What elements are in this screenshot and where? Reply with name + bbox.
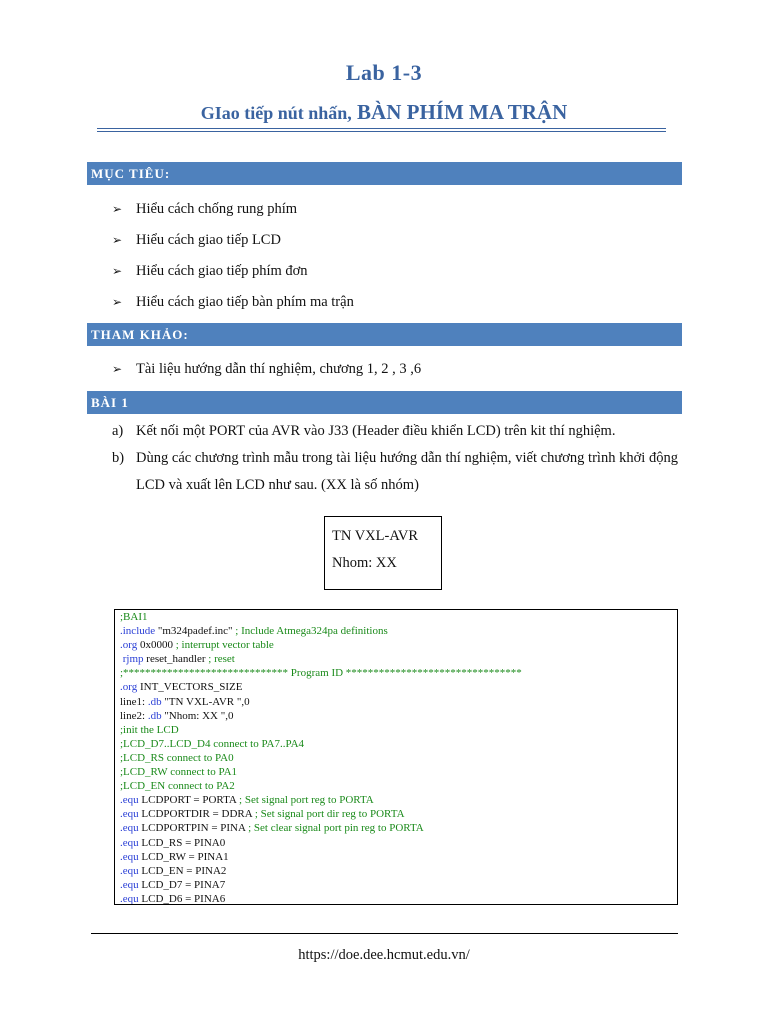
code-line	[120, 709, 677, 723]
code-text: LCDPORTPIN = PINA	[138, 822, 249, 835]
objective-text: Hiểu cách giao tiếp LCD	[136, 232, 281, 248]
task-text: Dùng các chương trình mẫu trong tài liệu hướng dẫn thí nghiệm, viết chương trình khởi động LCD và xuất lên LCD như sau. (XX là số nhóm)	[136, 450, 678, 493]
code-line	[120, 652, 677, 666]
code-comment: ;BAI1	[120, 611, 148, 623]
code-line	[120, 695, 677, 709]
code-line	[120, 892, 677, 905]
code-line	[120, 680, 677, 694]
code-text: "Nhom: XX ",0	[161, 709, 234, 722]
code-line	[120, 737, 677, 751]
subtitle-main: BÀN PHÍM MA TRẬN	[351, 100, 568, 124]
arrow-bullet-icon: ➢	[112, 233, 123, 247]
code-label: line2:	[120, 709, 148, 722]
code-keyword: .equ	[120, 892, 139, 905]
code-text: "m324padef.inc"	[155, 625, 236, 638]
code-line	[120, 878, 677, 892]
code-line	[120, 836, 677, 850]
task-label: a)	[112, 423, 124, 439]
lab-title: Lab 1-3	[345, 60, 423, 85]
code-line	[120, 765, 677, 779]
objective-text: Hiểu cách giao tiếp bàn phím ma trận	[136, 294, 354, 310]
code-keyword: .include	[120, 625, 156, 638]
code-line	[120, 666, 677, 680]
code-comment: ; Set signal port dir reg to PORTA	[254, 808, 405, 821]
lcd-line-1: TN VXL-AVR	[332, 528, 419, 544]
code-comment: ;init the LCD	[120, 723, 179, 736]
reference-text: Tài liệu hướng dẫn thí nghiệm, chương 1, 2 , 3 ,6	[136, 361, 422, 377]
code-line	[120, 850, 677, 864]
objective-item-3	[112, 262, 308, 280]
section-objectives: MỤC TIÊU:	[87, 162, 682, 185]
arrow-bullet-icon: ➢	[112, 362, 123, 376]
task-text: Kết nối một PORT của AVR vào J33 (Header điều khiển LCD) trên kit thí nghiệm.	[136, 423, 616, 439]
code-text: LCD_D7 = PINA7	[138, 878, 226, 891]
title-rule	[97, 128, 666, 132]
arrow-bullet-icon: ➢	[112, 264, 123, 278]
code-comment: ; Include Atmega324pa definitions	[235, 625, 388, 638]
section-bai1: BÀI 1	[87, 391, 682, 414]
objective-item-1	[112, 200, 297, 218]
code-listing	[114, 609, 678, 905]
code-text: LCD_RS = PINA0	[138, 836, 226, 849]
code-keyword: .equ	[120, 794, 139, 807]
code-line	[120, 821, 677, 835]
code-line	[120, 793, 677, 807]
page-subtitle	[0, 100, 768, 125]
code-text: reset_handler	[143, 653, 209, 666]
code-keyword: .equ	[120, 808, 139, 821]
code-keyword: .db	[147, 709, 162, 722]
code-keyword: .db	[147, 695, 162, 708]
code-line	[120, 610, 677, 624]
code-line	[120, 779, 677, 793]
code-comment: ; Set clear signal port pin reg to PORTA	[248, 822, 424, 835]
code-comment: ;****************************** Program ID ********************************	[120, 667, 522, 680]
task-item-a	[112, 418, 678, 445]
code-line	[120, 807, 677, 821]
code-keyword: .equ	[120, 864, 139, 877]
code-keyword: .equ	[120, 822, 139, 835]
arrow-bullet-icon: ➢	[112, 202, 123, 216]
code-keyword: .org	[120, 639, 138, 652]
lcd-line-2: Nhom: XX	[332, 555, 397, 571]
task-label: b)	[112, 450, 125, 466]
code-text: 0x0000	[137, 639, 176, 652]
footer-rule	[91, 933, 678, 934]
objective-text: Hiểu cách chống rung phím	[136, 201, 298, 217]
code-line	[120, 864, 677, 878]
objective-text: Hiểu cách giao tiếp phím đơn	[136, 263, 308, 279]
arrow-bullet-icon: ➢	[112, 295, 123, 309]
section-references: THAM KHẢO:	[87, 323, 682, 346]
code-keyword: .org	[120, 681, 138, 694]
code-comment: ;LCD_EN connect to PA2	[120, 780, 235, 793]
code-comment: ; Set signal port reg to PORTA	[239, 794, 374, 807]
objective-item-4	[112, 293, 354, 311]
code-keyword: .equ	[120, 836, 139, 849]
code-text: LCDPORT = PORTA	[138, 794, 240, 807]
code-comment: ; reset	[208, 653, 235, 666]
code-label: line1:	[120, 695, 148, 708]
objective-item-2	[112, 231, 281, 249]
code-line	[120, 723, 677, 737]
code-text: LCD_D6 = PINA6	[138, 892, 226, 905]
code-comment: ;LCD_D7..LCD_D4 connect to PA7..PA4	[120, 737, 305, 750]
code-text: INT_VECTORS_SIZE	[137, 681, 243, 694]
code-line	[120, 624, 677, 638]
code-line	[120, 638, 677, 652]
code-keyword: .equ	[120, 878, 139, 891]
reference-item-1	[112, 360, 421, 378]
footer-url: https://doe.dee.hcmut.edu.vn/	[298, 947, 470, 963]
code-comment: ;LCD_RS connect to PA0	[120, 751, 234, 764]
code-keyword: .equ	[120, 850, 139, 863]
code-text: LCD_RW = PINA1	[138, 850, 229, 863]
code-keyword: rjmp	[120, 653, 144, 666]
code-line	[120, 751, 677, 765]
task-item-b	[112, 445, 678, 499]
code-text: "TN VXL-AVR ",0	[161, 695, 250, 708]
code-comment: ; interrupt vector table	[175, 639, 274, 652]
code-text: LCD_EN = PINA2	[138, 864, 227, 877]
lcd-display-box	[324, 516, 442, 590]
subtitle-small: GIao tiếp nút nhấn,	[200, 103, 352, 123]
code-text: LCDPORTDIR = DDRA	[138, 808, 255, 821]
code-comment: ;LCD_RW connect to PA1	[120, 766, 238, 779]
